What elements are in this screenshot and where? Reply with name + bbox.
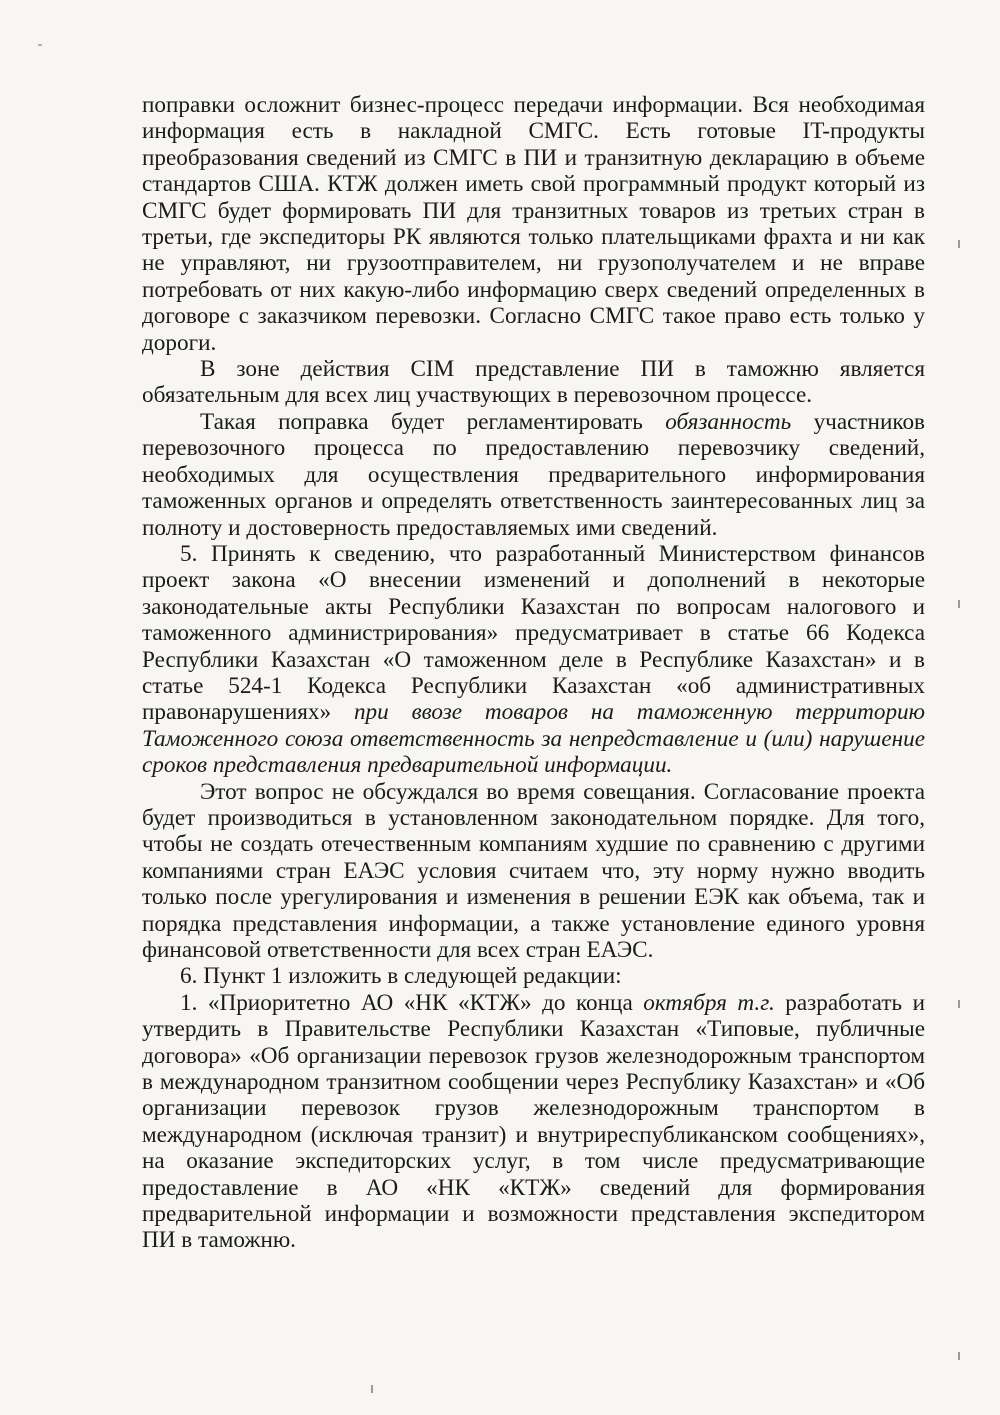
scan-speck	[958, 1000, 960, 1008]
paragraph-cim-zone: В зоне действия CIM представление ПИ в таможню является обязательным для всех лиц участвующих в перевозочном процессе.	[142, 356, 925, 409]
item-1-text-end: разработать и утвердить в Правительстве Республики Казахстан «Типовые, публичные договора» «Об организации перевозок грузов железнодорожным транспортом в международном транзитном сообщении через Республику Казахстан» и «Об организации перевозок грузов железнодорожным транспортом в международном (исключая транзит) и внутриреспубликанском сообщениях», на оказание экспедиторских услуг, в том числе предусматривающие предоставление в АО «НК «КТЖ» сведений для формирования предварительной информации и возможности представления экспедитором ПИ в таможню.	[142, 989, 925, 1254]
scan-speck	[958, 600, 960, 608]
paragraph-not-discussed: Этот вопрос не обсуждался во время совещания. Согласование проекта будет производиться в установленном законодательном порядке. Для того, чтобы не создать отечественным компаниям худшие по сравнению с другими компаниями стран ЕАЭС условия считаем что, эту норму нужно вводить только после урегулирования и изменения в решении ЕЭК как объема, так и порядка представления информации, а также установление единого уровня финансовой ответственности для всех стран ЕАЭС.	[142, 778, 925, 963]
emphasis-obligation: обязанность	[665, 408, 792, 435]
scan-speck	[958, 1352, 960, 1360]
paragraph-forwarding-information: поправки осложнит бизнес-процесс передачи информации. Вся необходимая информация есть в накладной СМГС. Есть готовые IT-продукты преобразования сведений из СМГС в ПИ и транзитную декларацию в объеме стандартов США. КТЖ должен иметь свой программный продукт который из СМГС будет формировать ПИ для транзитных товаров из третьих стран в третьи, где экспедиторы РК являются только плательщиками фрахта и ни как не управляют, ни грузоотправителем, ни грузополучателем и не вправе потребовать от них какую-либо информацию сверх сведений определенных в договоре с заказчиком перевозки. Согласно СМГС такое право есть только у дороги.	[142, 92, 925, 356]
document-body	[142, 92, 925, 1254]
item-5-italic-text: при ввозе товаров на таможенную территорию Таможенного союза ответственность за непредставление и (или) нарушение сроков представления предварительной информации.	[142, 699, 925, 779]
scan-speck	[371, 1385, 373, 1393]
scan-speck	[38, 44, 42, 46]
item-1-deadline: октября т.г.	[643, 989, 775, 1016]
paragraph-amendment-text-start: Такая поправка будет регламентировать	[200, 408, 666, 435]
paragraph-amendment-text-end: участников перевозочного процесса по предоставлению перевозчику сведений, необходимых для осуществления предварительного информирования таможенных органов и определять ответственность заинтересованных лиц за полноту и достоверность предоставляемых ими сведений.	[142, 408, 926, 541]
paragraph-item-5	[142, 541, 925, 779]
item-5-text: 5. Принять к сведению, что разработанный Министерством финансов проект закона «О внесении изменений и дополнений в некоторые законодательные акты Республики Казахстан по вопросам налогового и таможенного администрирования» предусматривает в статье 66 Кодекса Республики Казахстан «О таможенном деле в Республике Казахстан» и в статье 524-1 Кодекса Республики Казахстан «об административных правонарушениях»	[142, 540, 925, 726]
paragraph-amendment-responsibility	[142, 409, 925, 541]
paragraph-item-1-edit	[142, 990, 925, 1254]
item-1-text-start: 1. «Приоритетно АО «НК «КТЖ» до конца	[180, 989, 644, 1016]
scan-speck	[958, 240, 960, 248]
paragraph-item-6: 6. Пункт 1 изложить в следующей редакции:	[180, 963, 622, 990]
